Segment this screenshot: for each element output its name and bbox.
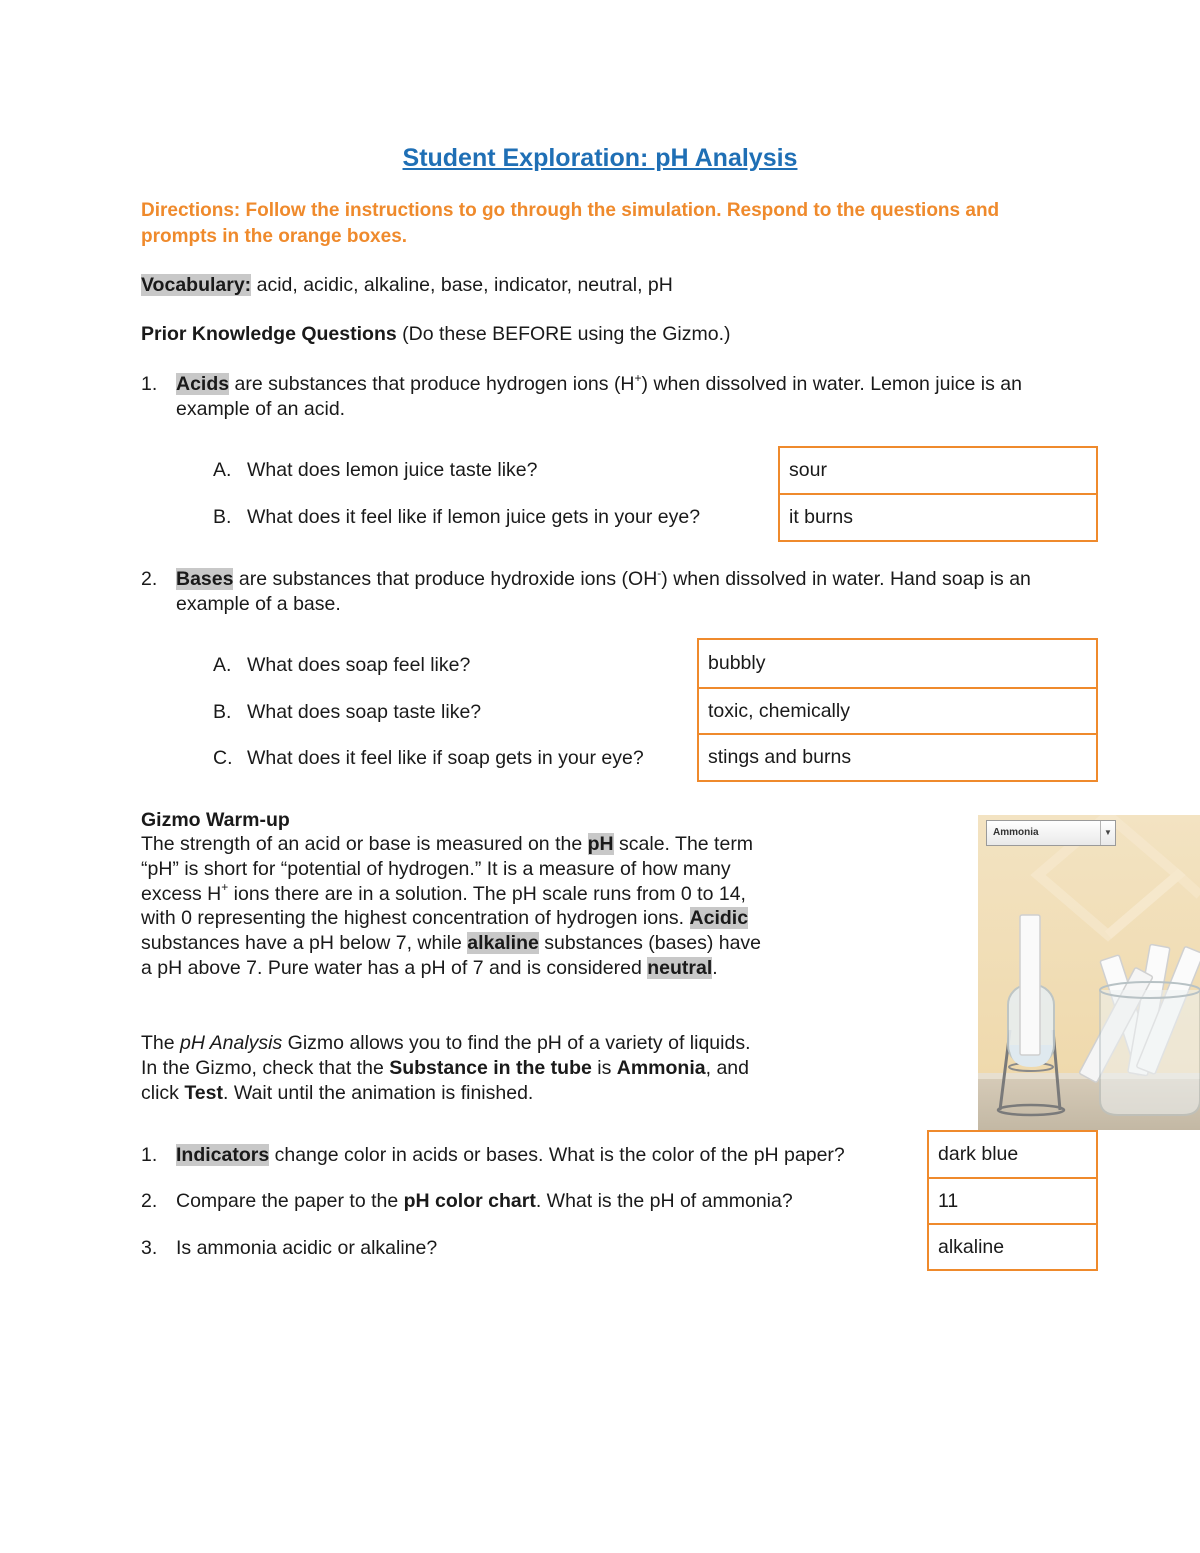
warmup-p2-c: is: [591, 1056, 617, 1079]
sub-question: What does it feel like if lemon juice gets in your eye?: [247, 506, 701, 528]
directions-text: Directions: Follow the instructions to go through the simulation. Respond to the questions and prompts in the orange boxes.: [141, 200, 1000, 247]
sub-question: What does it feel like if soap gets in your eye?: [247, 747, 644, 769]
answer-text: toxic, chemically: [708, 699, 850, 722]
term-indicators: Indicators: [176, 1144, 270, 1166]
answer-box[interactable]: [778, 493, 1098, 542]
term-acidic: Acidic: [689, 907, 749, 930]
term-alkaline: alkaline: [467, 932, 539, 955]
warmup-p2-e: . Wait until the animation is finished.: [223, 1081, 534, 1104]
gizmo-screenshot-image: [978, 815, 1200, 1130]
warmup-question-1-text: change color in acids or bases. What is the color of the pH paper?: [269, 1144, 845, 1166]
superscript-plus: +: [221, 880, 229, 895]
warmup-question-3: Is ammonia acidic or alkaline?: [176, 1237, 438, 1259]
chevron-down-icon: ▼: [1100, 821, 1115, 845]
warmup-question-2: [176, 1189, 793, 1214]
answer-box[interactable]: [927, 1223, 1098, 1271]
superscript-plus: +: [634, 370, 642, 385]
warmup-question-1: [176, 1143, 845, 1168]
term-neutral: neutral: [647, 956, 713, 979]
warmup-question-2-post: . What is the pH of ammonia?: [535, 1190, 793, 1212]
question-number: 1.: [141, 1144, 158, 1166]
question-1-text-b: ) when dissolved in water. Lemon juice is an example of an acid.: [176, 373, 1022, 420]
warmup-paragraph-2: [141, 1031, 753, 1105]
term-bases: Bases: [176, 568, 234, 590]
warmup-p1-c: ions there are in a solution. The pH scale runs from 0 to 14, with 0 representing the highest concentration of hydrogen ions.: [141, 882, 746, 930]
warmup-p1-b: scale. The term “pH” is short for “potential of hydrogen.” It is a measure of how many excess H: [141, 833, 754, 905]
warmup-p1-f: .: [712, 956, 718, 979]
term-acids: Acids: [176, 373, 230, 395]
sub-letter: B.: [213, 506, 232, 528]
warmup-heading: Gizmo Warm-up: [141, 809, 290, 831]
superscript-minus: -: [657, 565, 662, 580]
sub-letter: B.: [213, 701, 232, 723]
answer-text: it burns: [789, 506, 853, 528]
question-number: 2.: [141, 1190, 158, 1212]
answer-box[interactable]: [697, 638, 1098, 689]
vocabulary-label: Vocabulary:: [141, 274, 252, 296]
sub-question: What does lemon juice taste like?: [247, 459, 538, 481]
warmup-p2-a: The: [141, 1032, 181, 1054]
answer-box[interactable]: [927, 1177, 1098, 1225]
answer-text: bubbly: [708, 652, 766, 674]
question-2-text-b: ) when dissolved in water. Hand soap is an example of a base.: [176, 568, 1031, 615]
answer-box[interactable]: [697, 733, 1098, 782]
substance-dropdown[interactable]: [986, 820, 1116, 846]
ph-color-chart-label: pH color chart: [403, 1190, 536, 1212]
answer-text: dark blue: [938, 1143, 1019, 1165]
answer-text: stings and burns: [708, 746, 852, 768]
sub-letter: C.: [213, 747, 233, 769]
prior-knowledge-note: (Do these BEFORE using the Gizmo.): [396, 323, 731, 345]
substance-label: Substance in the tube: [389, 1056, 592, 1079]
answer-text: 11: [938, 1189, 959, 1212]
question-2-text: [176, 567, 1036, 617]
question-1-text: [176, 372, 1026, 422]
answer-box[interactable]: [697, 687, 1098, 735]
sub-letter: A.: [213, 654, 232, 676]
answer-box[interactable]: [927, 1130, 1098, 1179]
warmup-p2-b: Gizmo allows you to find the pH of a variety of liquids. In the Gizmo, check that the: [141, 1032, 751, 1079]
prior-knowledge-title: Prior Knowledge Questions: [141, 323, 397, 345]
question-1-text-a: are substances that produce hydrogen ions (H: [229, 373, 635, 395]
vocabulary-terms: acid, acidic, alkaline, base, indicator, neutral, pH: [251, 274, 673, 296]
sub-question: What does soap feel like?: [247, 654, 471, 676]
warmup-question-2-pre: Compare the paper to the: [176, 1190, 404, 1212]
sub-letter: A.: [213, 459, 232, 481]
answer-text: sour: [789, 459, 827, 481]
question-2-text-a: are substances that produce hydroxide ions (OH: [233, 568, 658, 590]
question-number: 2.: [141, 568, 158, 590]
sub-question: What does soap taste like?: [247, 701, 482, 723]
warmup-paragraph-1: [141, 832, 769, 981]
warmup-p2-d: , and click: [141, 1056, 749, 1104]
test-label: Test: [184, 1081, 223, 1104]
ammonia-label: Ammonia: [616, 1056, 706, 1079]
question-number: 3.: [141, 1237, 158, 1259]
answer-text: alkaline: [938, 1235, 1005, 1258]
vocabulary-line: [141, 273, 673, 298]
warmup-p1-a: The strength of an acid or base is measured on the: [141, 833, 588, 855]
page-title: Student Exploration: pH Analysis: [402, 144, 798, 172]
warmup-p1-d: substances have a pH below 7, while: [141, 932, 468, 955]
warmup-p1-e: substances (bases) have a pH above 7. Pure water has a pH of 7 and is considered: [141, 932, 762, 979]
prior-knowledge-heading: [141, 322, 731, 347]
gizmo-name: pH Analysis: [180, 1032, 283, 1054]
dropdown-value: Ammonia: [993, 827, 1039, 838]
question-number: 1.: [141, 373, 158, 395]
answer-box[interactable]: [778, 446, 1098, 495]
term-ph: pH: [587, 833, 614, 855]
